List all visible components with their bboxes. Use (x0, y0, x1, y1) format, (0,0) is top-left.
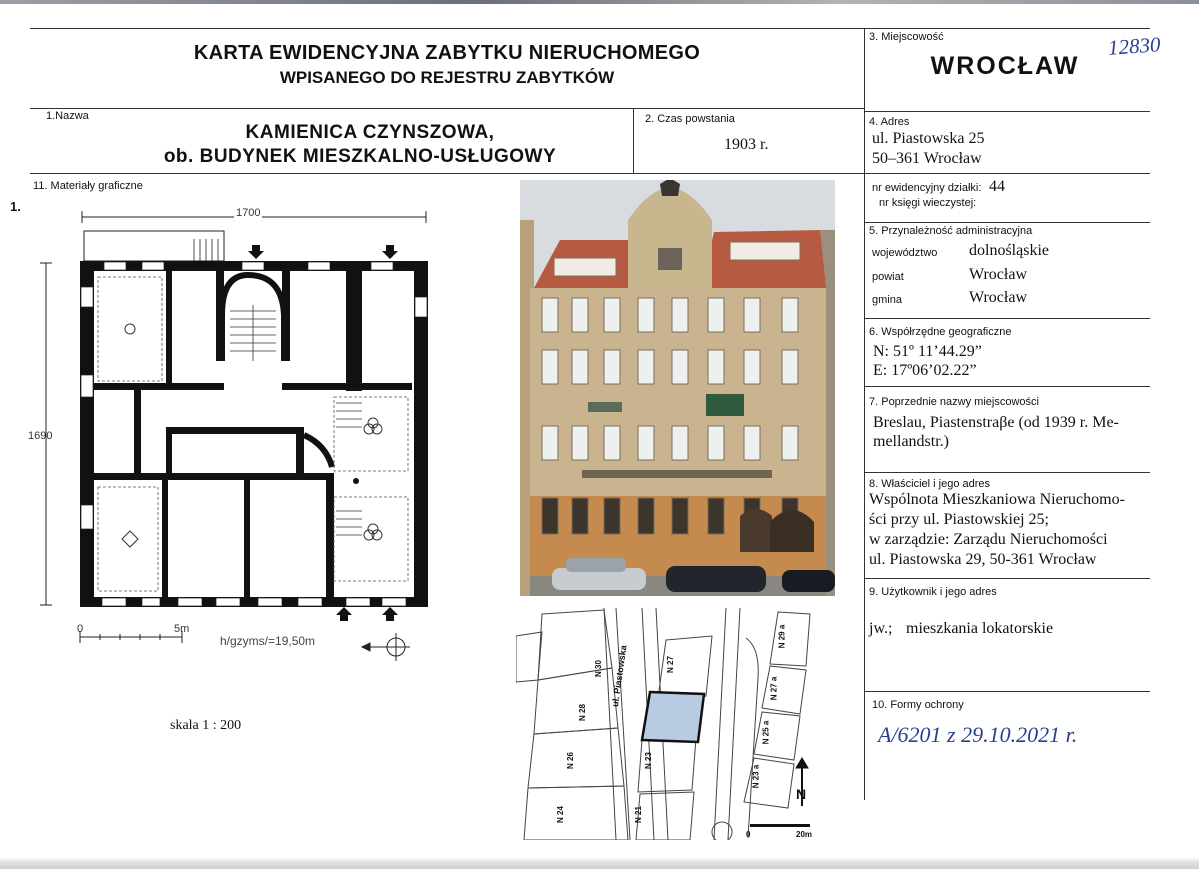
facade-window (708, 298, 724, 332)
coordinates-label: 6. Współrzędne geograficzne (869, 326, 1012, 338)
facade-window (782, 350, 798, 384)
plot-label-n23: N 23 (643, 752, 653, 769)
highlighted-plot-25 (642, 692, 704, 742)
facade-window (672, 350, 688, 384)
admin-county-value: Wrocław (969, 266, 1027, 283)
facade-window (604, 498, 620, 534)
plot-label-n27a: N 27 a (769, 676, 779, 701)
previous-names-line-2: mellandstr.) (873, 433, 949, 450)
facade-window (638, 426, 654, 460)
plot-label-n23a: N 23 a (751, 764, 761, 789)
facade-window (672, 298, 688, 332)
facade-window (638, 498, 654, 534)
facade-window (708, 350, 724, 384)
plot-label-n25a: N 25 a (761, 720, 771, 745)
handwritten-register-number: 12830 (1107, 32, 1162, 60)
card-title: KARTA EWIDENCYJNA ZABYTKU NIERUCHOMEGO (193, 42, 701, 64)
cornice-height-note: h/gzyms/=19,50m (220, 634, 316, 648)
sep-user (864, 691, 1150, 692)
site-map-north-label: N (796, 786, 807, 802)
frame-top-line (30, 28, 1150, 29)
locality-value: WROCŁAW (930, 52, 1080, 80)
name-bottom-line (30, 173, 864, 174)
admin-voivodeship-key: województwo (872, 247, 938, 259)
facade-window (542, 350, 558, 384)
facade-window (572, 426, 588, 460)
facade-window (542, 298, 558, 332)
facade-window (604, 426, 620, 460)
sep-admin (864, 318, 1150, 319)
plan-height-dimension: 1690 (28, 430, 53, 442)
facade-window (708, 498, 724, 534)
plot-label-n21: N 21 (633, 806, 643, 823)
scan-bottom-edge (0, 857, 1199, 869)
sep-coords (864, 386, 1150, 387)
facade-window (744, 426, 760, 460)
card-subtitle: WPISANEGO DO REJESTRU ZABYTKÓW (279, 68, 615, 87)
user-value-a: jw.; (869, 620, 893, 637)
plot-label-n26: N 26 (565, 752, 575, 769)
facade-window (672, 426, 688, 460)
address-line-2: 50–361 Wrocław (872, 150, 982, 167)
facade-window (782, 426, 798, 460)
graphics-section-marker: 1. (10, 199, 21, 214)
street-name-label: ul. Piastowska (610, 644, 629, 708)
address-line-1: ul. Piastowska 25 (872, 130, 985, 147)
plot-label-n30: N 30 (593, 660, 603, 677)
creation-time-value: 1903 r. (724, 136, 769, 153)
plot-label-n28: N 28 (577, 704, 587, 721)
user-label: 9. Użytkownik i jego adres (869, 586, 997, 598)
plan-width-dimension: 1700 (236, 207, 261, 219)
name-label: 1.Nazwa (46, 110, 89, 122)
name-line-1: KAMIENICA CZYNSZOWA, (245, 122, 495, 143)
name-line-2: ob. BUDYNEK MIESZKALNO-USŁUGOWY (163, 146, 557, 167)
land-register-label: nr księgi wieczystej: (879, 197, 977, 209)
sep-locality (864, 111, 1150, 112)
sep-plot (864, 222, 1150, 223)
plot-number-label: nr ewidencyjny działki: (872, 182, 982, 194)
facade-window (708, 426, 724, 460)
facade-window (572, 298, 588, 332)
previous-names-label: 7. Poprzednie nazwy miejscowości (869, 396, 1039, 408)
facade-window (604, 298, 620, 332)
facade-window (542, 426, 558, 460)
plan-scale-text: skala 1 : 200 (170, 718, 242, 733)
coordinates-east: E: 17º06’02.22” (873, 362, 977, 379)
plot-label-n24: N 24 (555, 806, 565, 823)
header-bottom-line (30, 108, 864, 109)
floor-plan (26, 205, 466, 675)
owner-line-4: ul. Piastowska 29, 50-361 Wrocław (869, 551, 1097, 568)
frame-right-column-divider (864, 28, 865, 800)
facade-window (572, 498, 588, 534)
owner-line-2: ści przy ul. Piastowskiej 25; (869, 511, 1049, 528)
scan-top-edge (0, 0, 1199, 4)
plot-label-n29a: N 29 a (777, 624, 787, 649)
previous-names-line-1: Breslau, Piastenstraβe (od 1939 r. Me- (873, 414, 1119, 431)
facade-window (782, 298, 798, 332)
sep-owner (864, 578, 1150, 579)
administrative-label: 5. Przynależność administracyjna (869, 225, 1033, 237)
creation-time-label: 2. Czas powstania (645, 113, 735, 125)
facade-window (572, 350, 588, 384)
locality-label: 3. Miejscowość (869, 31, 944, 43)
address-label: 4. Adres (869, 116, 910, 128)
admin-voivodeship-value: dolnośląskie (969, 242, 1049, 259)
facade-window (744, 350, 760, 384)
facade-window (638, 298, 654, 332)
plan-scale-five: 5m (174, 623, 190, 635)
user-value-b: mieszkania lokatorskie (906, 620, 1054, 637)
section-cut-icon (362, 633, 410, 661)
site-map-scale-zero: 0 (746, 830, 751, 839)
facade-photo (520, 180, 835, 596)
facade-window (638, 350, 654, 384)
coordinates-north: N: 51º 11’44.29” (873, 343, 982, 360)
owner-label: 8. Właściciel i jego adres (869, 478, 991, 490)
plan-scale-zero: 0 (77, 623, 84, 635)
admin-commune-value: Wrocław (969, 289, 1027, 306)
site-map-scale-end: 20m (796, 830, 813, 839)
sep-address (864, 173, 1150, 174)
graphics-label: 11. Materiały graficzne (33, 180, 143, 192)
facade-window (604, 350, 620, 384)
owner-line-3: w zarządzie: Zarządu Nieruchomości (869, 531, 1108, 548)
facade-window (542, 498, 558, 534)
sep-previous (864, 472, 1150, 473)
owner-line-1: Wspólnota Mieszkaniowa Nieruchomo- (869, 491, 1125, 508)
protection-handwritten: A/6201 z 29.10.2021 r. (878, 722, 1078, 747)
admin-county-key: powiat (872, 271, 904, 283)
protection-label: 10. Formy ochrony (872, 699, 964, 711)
admin-commune-key: gmina (872, 294, 902, 306)
plot-number-value: 44 (989, 178, 1005, 195)
facade-window (672, 498, 688, 534)
facade-window (744, 298, 760, 332)
plot-label-n27: N 27 (665, 656, 675, 673)
